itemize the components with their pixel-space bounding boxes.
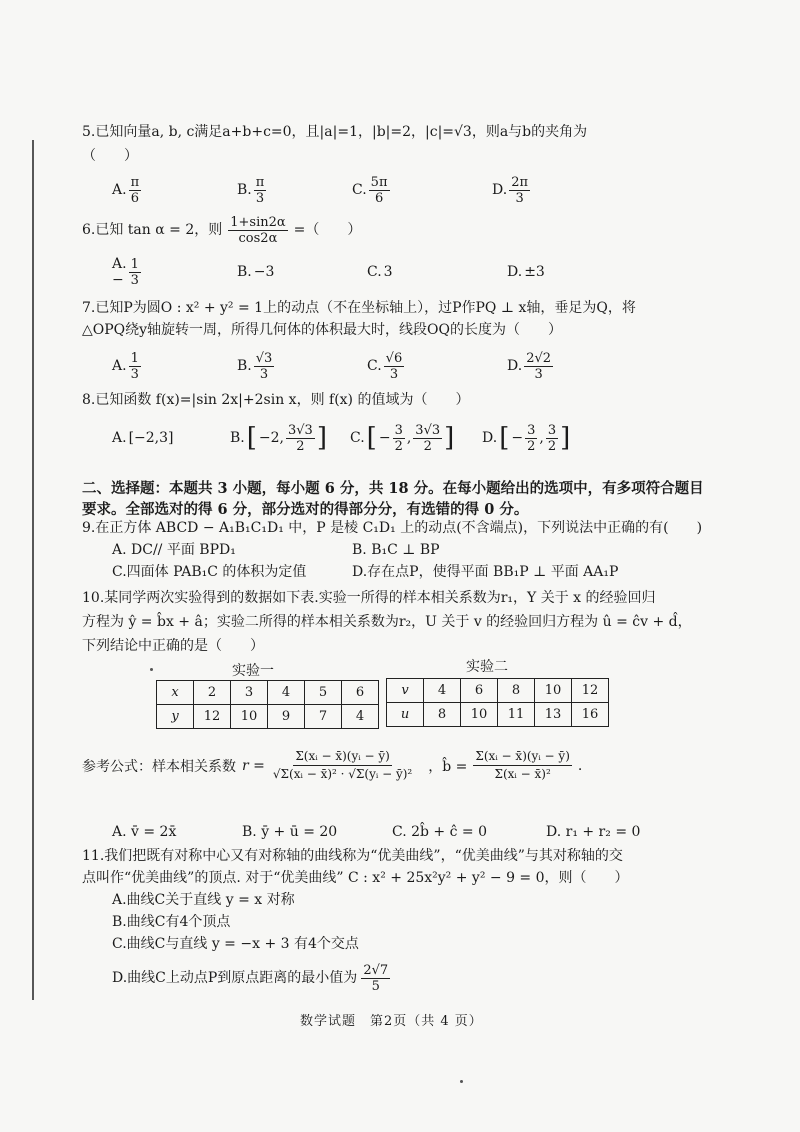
table-cell: 4 [268, 681, 305, 705]
table-cell: 8 [498, 679, 535, 703]
table-cell: x [157, 681, 194, 705]
q7-option-d: D. $\frac{2√2}{3}$ [507, 350, 552, 382]
table-cell: 10 [461, 703, 498, 727]
q8-option-d: D. [ − $\frac{3}{2}$ , $\frac{3}{2}$ ] [482, 422, 571, 454]
table-cell: 6 [461, 679, 498, 703]
q7-option-b: B. $\frac{√3}{3}$ [237, 350, 273, 382]
table-row [157, 705, 379, 729]
q9-option-c: C.四面体 PAB₁C 的体积为定值 [112, 564, 307, 580]
q10-option-d: D. r₁ + r₂ = 0 [546, 824, 641, 840]
table-row [387, 679, 609, 703]
q5-option-b: B. $\frac{\pi}{3}$ [237, 174, 265, 206]
table-cell: 9 [268, 705, 305, 729]
q7-option-c: C. $\frac{√6}{3}$ [367, 350, 403, 382]
binding-margin-line [32, 140, 34, 1000]
correlation-formula: $\frac{\text{Σ(xᵢ − x̄)(yᵢ − ȳ)}}{\text{√Σ(xᵢ − x̄)² · √Σ(yᵢ − ȳ)²}}$ [272, 749, 413, 781]
q10-option-c: C. 2b̂ + ĉ = 0 [392, 824, 487, 840]
scan-speck [150, 668, 153, 671]
q8-option-a: A. [−2,3] [112, 430, 174, 446]
q6-option-b: B. −3 [237, 264, 275, 280]
experiment-1-table [156, 680, 379, 729]
q5-option-a: A. $\frac{\pi}{6}$ [112, 174, 140, 206]
q11-option-c: C.曲线C与直线 y = −x + 3 有4个交点 [112, 936, 359, 952]
question-9-stem: 9.在正方体 ABCD − A₁B₁C₁D₁ 中，P 是棱 C₁D₁ 上的动点(不含端点)，下列说法中正确的有( ) [82, 520, 703, 536]
question-10-line-3: 下列结论中正确的是（ ） [82, 638, 264, 654]
table-row [157, 681, 379, 705]
table-cell: 4 [424, 679, 461, 703]
table-cell: y [157, 705, 194, 729]
q5-option-d: D. $\frac{2\pi}{3}$ [492, 174, 529, 206]
table-2-title: 实验二 [466, 659, 508, 675]
table-cell: v [387, 679, 424, 703]
table-cell: 4 [342, 705, 379, 729]
section-2-instructions: 二、选择题：本题共 3 小题，每小题 6 分，共 18 分。在每小题给出的选项中，有多项符合题目要求。全部选对的得 6 分，部分选对的得部分分，有选错的得 0 分。 [82, 480, 704, 518]
table-cell: 10 [535, 679, 572, 703]
question-7-line-2: △OPQ绕y轴旋转一周，所得几何体的体积最大时，线段OQ的长度为（ ） [82, 322, 563, 338]
q11-option-a: A.曲线C关于直线 y = x 对称 [112, 892, 295, 908]
q6-option-a: A.− $\frac{1}{3}$ [112, 256, 139, 288]
table-cell: 5 [305, 681, 342, 705]
table-cell: 6 [342, 681, 379, 705]
table-cell: 11 [498, 703, 535, 727]
q10-option-b: B. ȳ + ū = 20 [242, 824, 338, 840]
question-6-stem: 6.已知 tan α = 2，则 $\frac{1+\sin 2\alpha}{\cos 2\alpha}$ =（ ） [82, 214, 362, 246]
q10-option-a: A. v̄ = 2x̄ [112, 824, 177, 840]
table-cell: 2 [194, 681, 231, 705]
question-10-line-2: 方程为 ŷ = b̂x + â；实验二所得的样本相关系数为r₂，U 关于 v 的经验回归方程为 û = ĉv + d̂， [82, 614, 692, 630]
q7-option-a: A. $\frac{1}{3}$ [112, 350, 139, 382]
q6-option-c: C. 3 [367, 264, 393, 280]
table-cell: 12 [194, 705, 231, 729]
question-7-line-1: 7.已知P为圆O : x² + y² = 1上的动点（不在坐标轴上），过P作PQ ⊥ x轴，垂足为Q，将 [82, 300, 636, 316]
q9-option-d: D.存在点P，使得平面 BB₁P ⊥ 平面 AA₁P [352, 564, 619, 580]
question-11-line-1: 11.我们把既有对称中心又有对称轴的曲线称为“优美曲线”，“优美曲线”与其对称轴的交 [82, 848, 623, 864]
page-footer: 数学试题 第2页（共 4 页） [300, 1014, 483, 1029]
question-5-stem: 5.已知向量a, b, c满足a+b+c=0，且|a|=1，|b|=2，|c|=√3，则a与b的夹角为 [82, 124, 588, 140]
table-cell: 10 [231, 705, 268, 729]
table-cell: 16 [572, 703, 609, 727]
table-cell: 12 [572, 679, 609, 703]
experiment-2-table [386, 678, 609, 727]
scan-speck [460, 1080, 463, 1083]
slope-formula: $\frac{\text{Σ(xᵢ − x̄)(yᵢ − ȳ)}}{\text{Σ(xᵢ − x̄)²}}$ [475, 749, 570, 781]
q9-option-a: A. DC// 平面 BPD₁ [112, 542, 236, 558]
question-10-line-1: 10.某同学两次实验得到的数据如下表.实验一所得的样本相关系数为r₁，Y 关于 x 的经验回归 [82, 590, 656, 606]
table-1-title: 实验一 [232, 663, 274, 679]
q8-option-c: C. [ − $\frac{3}{2}$ , $\frac{3√3}{2}$ ] [350, 422, 455, 454]
table-cell: 8 [424, 703, 461, 727]
q11-option-d: D.曲线C上动点P到原点距离的最小值为 $\frac{2√7}{5}$ [112, 962, 389, 994]
table-cell: 13 [535, 703, 572, 727]
question-8-stem: 8.已知函数 f(x)=|sin 2x|+2sin x，则 f(x) 的值域为（ ） [82, 392, 470, 408]
q11-option-b: B.曲线C有4个顶点 [112, 914, 231, 930]
q8-option-b: B. [ −2, $\frac{3√3}{2}$ ] [230, 422, 327, 454]
table-cell: 7 [305, 705, 342, 729]
q9-option-b: B. B₁C ⊥ BP [352, 542, 440, 558]
question-11-line-2: 点叫作“优美曲线”的顶点. 对于“优美曲线” C : x² + 25x²y² + y² − 9 = 0，则（ ） [82, 870, 629, 886]
table-cell: u [387, 703, 424, 727]
table-cell: 3 [231, 681, 268, 705]
table-row [387, 703, 609, 727]
question-5-paren: （ ） [82, 148, 138, 164]
q5-option-c: C. $\frac{5\pi}{6}$ [352, 174, 388, 206]
q6-option-d: D. ±3 [507, 264, 545, 280]
reference-formula: 参考公式：样本相关系数 r = $\frac{\text{Σ(xᵢ − x̄)(yᵢ − ȳ)}}{\text{√Σ(xᵢ − x̄)² · √Σ(yᵢ − ȳ)²}}$ ，b̂ = $\frac{\text{Σ(xᵢ − x̄)(yᵢ − ȳ)}}{\text{Σ(xᵢ − x̄)²}}$ . [82, 749, 583, 781]
